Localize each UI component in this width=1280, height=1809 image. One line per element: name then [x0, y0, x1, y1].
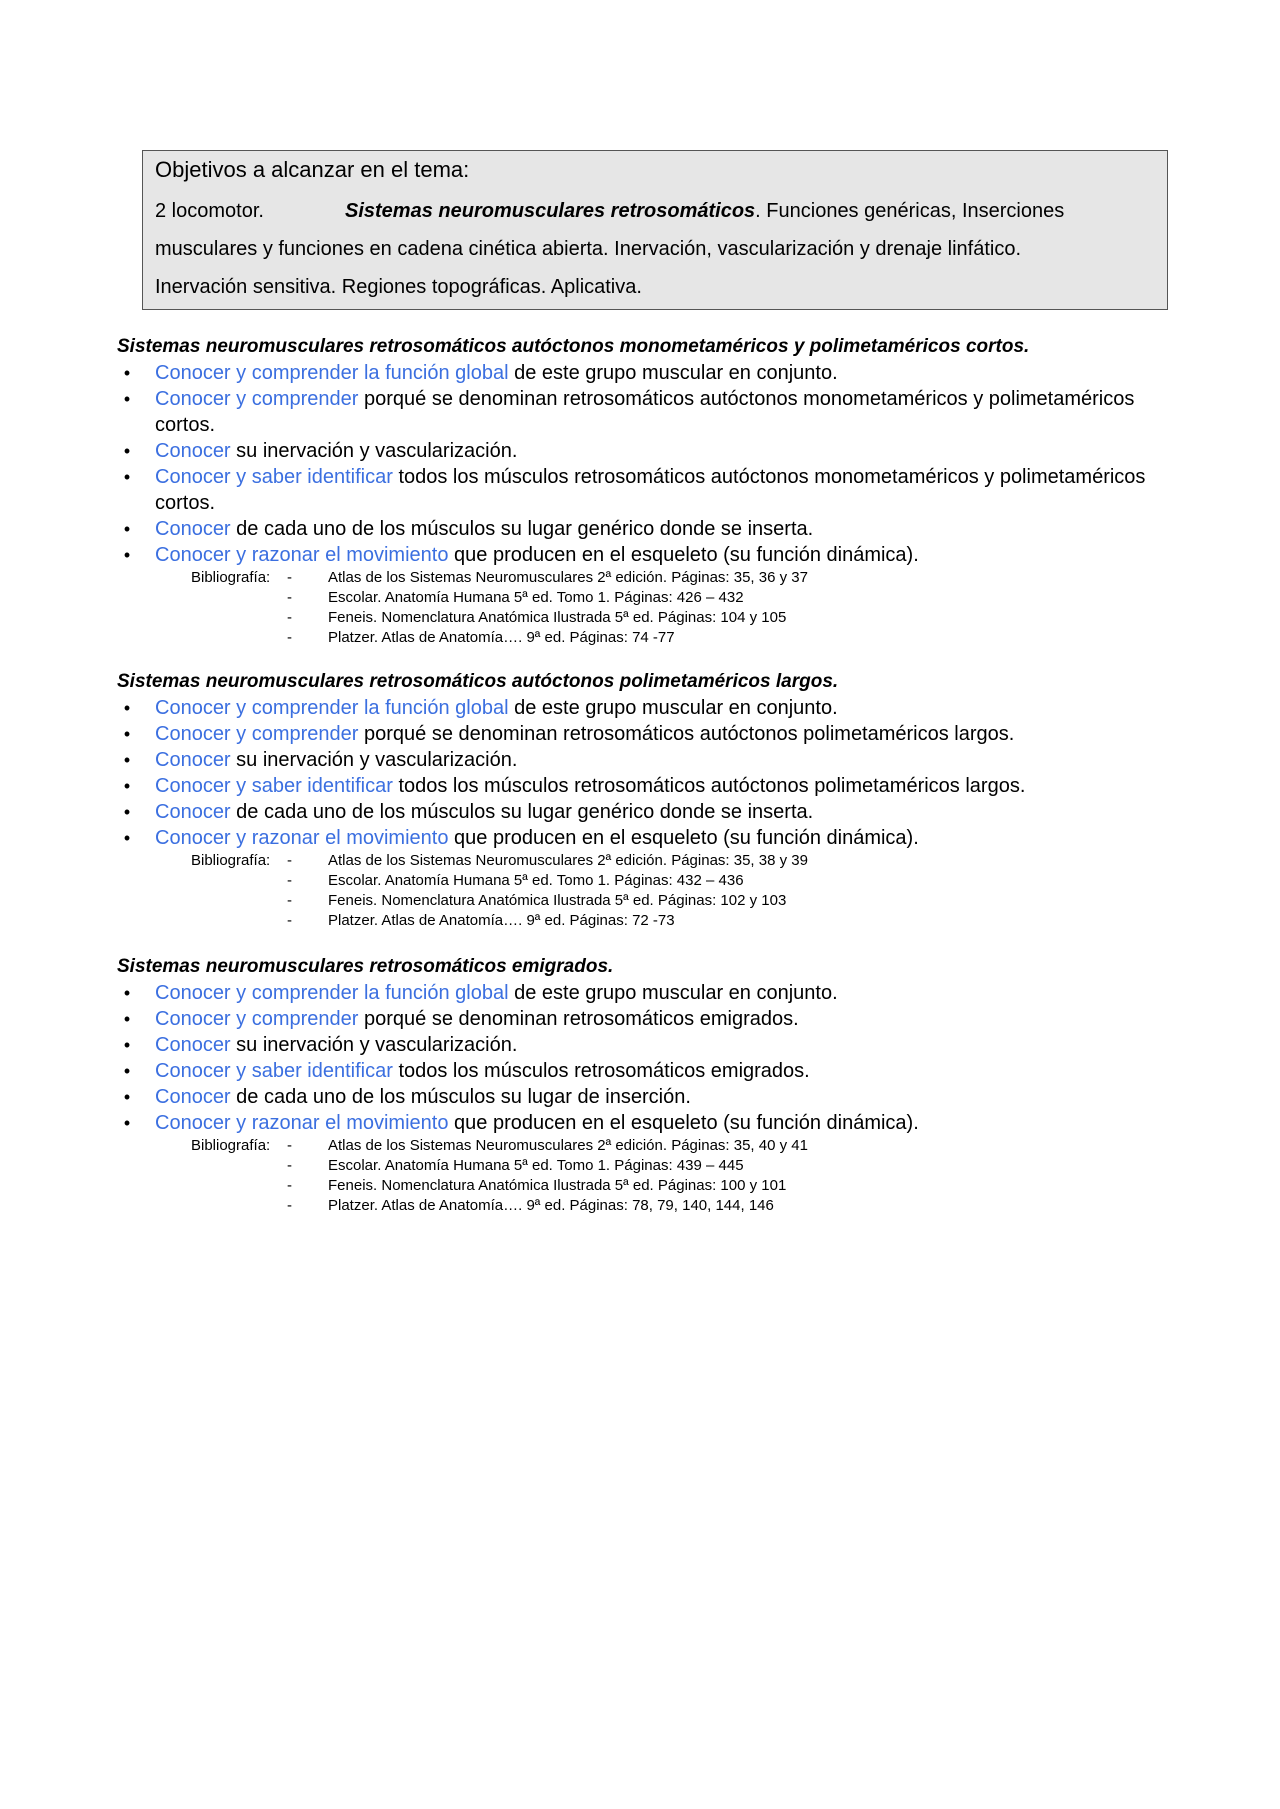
- item-text: porqué se denominan retrosomáticos emigrados.: [358, 1008, 799, 1030]
- item-text: todos los músculos retrosomáticos autóctonos monometaméricos y polimetaméricos cortos.: [155, 466, 1146, 514]
- item-highlight: Conocer y saber identificar: [155, 1060, 393, 1082]
- section-2: [117, 669, 1177, 931]
- dash-icon: -: [287, 1197, 292, 1214]
- bullet-icon: •: [123, 1061, 131, 1081]
- dash-icon: -: [287, 852, 292, 869]
- item-highlight: Conocer: [155, 1034, 231, 1056]
- item-text: que producen en el esqueleto (su función dinámica).: [448, 544, 919, 566]
- item-highlight: Conocer y saber identificar: [155, 775, 393, 797]
- item-highlight: Conocer y saber identificar: [155, 466, 393, 488]
- list-item: [117, 747, 1177, 773]
- dash-icon: -: [287, 1157, 292, 1174]
- list-item: [117, 773, 1177, 799]
- item-text: de cada uno de los músculos su lugar de inserción.: [230, 1086, 691, 1108]
- bullet-icon: •: [123, 698, 131, 718]
- list-item: [117, 799, 1177, 825]
- item-highlight: Conocer: [155, 749, 231, 771]
- section-3: [117, 954, 1177, 1216]
- item-text: todos los músculos retrosomáticos emigrados.: [392, 1060, 810, 1082]
- bibliography: [117, 851, 1177, 931]
- bullet-icon: •: [123, 1113, 131, 1133]
- list-item: [117, 1032, 1177, 1058]
- item-highlight: Conocer: [155, 801, 231, 823]
- dash-icon: -: [287, 609, 292, 626]
- bibliography-entry: Atlas de los Sistemas Neuromusculares 2ª edición. Páginas: 35, 40 y 41: [328, 1137, 808, 1154]
- section-title: Sistemas neuromusculares retrosomáticos autóctonos polimetaméricos largos.: [117, 671, 839, 692]
- item-text: su inervación y vascularización.: [230, 440, 518, 462]
- bullet-icon: •: [123, 545, 131, 565]
- list-item: [117, 360, 1177, 386]
- bibliography-row: [117, 628, 1177, 648]
- bullet-icon: •: [123, 724, 131, 744]
- item-highlight: Conocer y comprender: [155, 723, 359, 745]
- bullet-icon: •: [123, 802, 131, 822]
- bibliography-row: [117, 1196, 1177, 1216]
- item-text: su inervación y vascularización.: [230, 749, 518, 771]
- objectives-box: [142, 150, 1168, 310]
- item-text: porqué se denominan retrosomáticos autóctonos polimetaméricos largos.: [358, 723, 1015, 745]
- bibliography: [117, 1136, 1177, 1216]
- item-text: de este grupo muscular en conjunto.: [508, 982, 838, 1004]
- bibliography-entry: Platzer. Atlas de Anatomía…. 9ª ed. Páginas: 72 -73: [328, 912, 675, 929]
- item-highlight: Conocer: [155, 518, 231, 540]
- dash-icon: -: [287, 1177, 292, 1194]
- bibliography-entry: Feneis. Nomenclatura Anatómica Ilustrada 5ª ed. Páginas: 104 y 105: [328, 609, 787, 626]
- item-text: de cada uno de los músculos su lugar genérico donde se inserta.: [230, 801, 814, 823]
- item-highlight: Conocer y comprender la función global: [155, 982, 509, 1004]
- item-highlight: Conocer: [155, 440, 231, 462]
- bibliography-row: [117, 1176, 1177, 1196]
- list-item: [117, 542, 1177, 568]
- list-item: [117, 1058, 1177, 1084]
- bibliography-entry: Escolar. Anatomía Humana 5ª ed. Tomo 1. Páginas: 426 – 432: [328, 589, 744, 606]
- bullet-icon: •: [123, 441, 131, 461]
- bullet-icon: •: [123, 750, 131, 770]
- bibliography-entry: Platzer. Atlas de Anatomía…. 9ª ed. Páginas: 74 -77: [328, 629, 675, 646]
- bibliography-entry: Escolar. Anatomía Humana 5ª ed. Tomo 1. Páginas: 439 – 445: [328, 1157, 744, 1174]
- bullet-icon: •: [123, 828, 131, 848]
- item-highlight: Conocer y comprender: [155, 1008, 359, 1030]
- bibliography-row: [117, 871, 1177, 891]
- bibliography-entry: Atlas de los Sistemas Neuromusculares 2ª edición. Páginas: 35, 36 y 37: [328, 569, 808, 586]
- objectives-topic-line: [155, 192, 1155, 230]
- bibliography-row: [117, 568, 1177, 588]
- section-1: [117, 334, 1177, 648]
- dash-icon: -: [287, 629, 292, 646]
- item-text: todos los músculos retrosomáticos autóctonos polimetaméricos largos.: [392, 775, 1026, 797]
- bullet-icon: •: [123, 983, 131, 1003]
- list-item: [117, 386, 1177, 438]
- bullet-icon: •: [123, 1009, 131, 1029]
- topic-line1-rest: . Funciones genéricas, Inserciones: [755, 200, 1065, 222]
- bibliography-row: [117, 891, 1177, 911]
- bibliography-label: Bibliografía:: [191, 1137, 271, 1154]
- section-title: Sistemas neuromusculares retrosomáticos autóctonos monometaméricos y polimetaméricos cortos.: [117, 336, 1030, 357]
- bullet-icon: •: [123, 389, 131, 409]
- item-highlight: Conocer y comprender: [155, 388, 359, 410]
- bullet-icon: •: [123, 467, 131, 487]
- bullet-icon: •: [123, 776, 131, 796]
- dash-icon: -: [287, 872, 292, 889]
- bibliography-row: [117, 1136, 1177, 1156]
- bibliography-row: [117, 588, 1177, 608]
- item-text: su inervación y vascularización.: [230, 1034, 518, 1056]
- bibliography-row: [117, 608, 1177, 628]
- bullet-icon: •: [123, 1087, 131, 1107]
- list-item: [117, 721, 1177, 747]
- list-item: [117, 464, 1177, 516]
- item-highlight: Conocer y comprender la función global: [155, 362, 509, 384]
- dash-icon: -: [287, 912, 292, 929]
- list-item: [117, 1110, 1177, 1136]
- item-text: de este grupo muscular en conjunto.: [508, 362, 838, 384]
- item-text: porqué se denominan retrosomáticos autóctonos monometaméricos y polimetaméricos cortos.: [155, 388, 1135, 436]
- item-highlight: Conocer: [155, 1086, 231, 1108]
- bibliography-entry: Escolar. Anatomía Humana 5ª ed. Tomo 1. Páginas: 432 – 436: [328, 872, 744, 889]
- list-item: [117, 516, 1177, 542]
- dash-icon: -: [287, 1137, 292, 1154]
- objectives-list: [117, 360, 1177, 568]
- bibliography-row: [117, 911, 1177, 931]
- bibliography: [117, 568, 1177, 648]
- item-text: de cada uno de los músculos su lugar genérico donde se inserta.: [230, 518, 814, 540]
- item-text: que producen en el esqueleto (su función dinámica).: [448, 1112, 919, 1134]
- bullet-icon: •: [123, 519, 131, 539]
- objectives-list: [117, 695, 1177, 851]
- objectives-list: [117, 980, 1177, 1136]
- bibliography-entry: Feneis. Nomenclatura Anatómica Ilustrada 5ª ed. Páginas: 100 y 101: [328, 1177, 787, 1194]
- topic-title: Sistemas neuromusculares retrosomáticos: [345, 200, 756, 222]
- list-item: [117, 825, 1177, 851]
- item-text: de este grupo muscular en conjunto.: [508, 697, 838, 719]
- list-item: [117, 1084, 1177, 1110]
- bibliography-entry: Feneis. Nomenclatura Anatómica Ilustrada 5ª ed. Páginas: 102 y 103: [328, 892, 787, 909]
- dash-icon: -: [287, 892, 292, 909]
- section-title: Sistemas neuromusculares retrosomáticos emigrados.: [117, 956, 614, 977]
- item-highlight: Conocer y razonar el movimiento: [155, 827, 449, 849]
- list-item: [117, 980, 1177, 1006]
- topic-number: 2 locomotor.: [155, 200, 264, 222]
- list-item: [117, 695, 1177, 721]
- objectives-line-2: musculares y funciones en cadena cinética abierta. Inervación, vascularización y drenaje linfático.: [155, 238, 1022, 260]
- bibliography-entry: Atlas de los Sistemas Neuromusculares 2ª edición. Páginas: 35, 38 y 39: [328, 852, 808, 869]
- list-item: [117, 1006, 1177, 1032]
- objectives-line-3: Inervación sensitiva. Regiones topográficas. Aplicativa.: [155, 276, 642, 298]
- item-highlight: Conocer y comprender la función global: [155, 697, 509, 719]
- dash-icon: -: [287, 589, 292, 606]
- bullet-icon: •: [123, 363, 131, 383]
- bibliography-label: Bibliografía:: [191, 569, 271, 586]
- bibliography-label: Bibliografía:: [191, 852, 271, 869]
- bibliography-row: [117, 851, 1177, 871]
- item-highlight: Conocer y razonar el movimiento: [155, 1112, 449, 1134]
- list-item: [117, 438, 1177, 464]
- item-highlight: Conocer y razonar el movimiento: [155, 544, 449, 566]
- bibliography-row: [117, 1156, 1177, 1176]
- bibliography-entry: Platzer. Atlas de Anatomía…. 9ª ed. Páginas: 78, 79, 140, 144, 146: [328, 1197, 774, 1214]
- dash-icon: -: [287, 569, 292, 586]
- objectives-heading: Objetivos a alcanzar en el tema:: [155, 157, 470, 182]
- bullet-icon: •: [123, 1035, 131, 1055]
- item-text: que producen en el esqueleto (su función dinámica).: [448, 827, 919, 849]
